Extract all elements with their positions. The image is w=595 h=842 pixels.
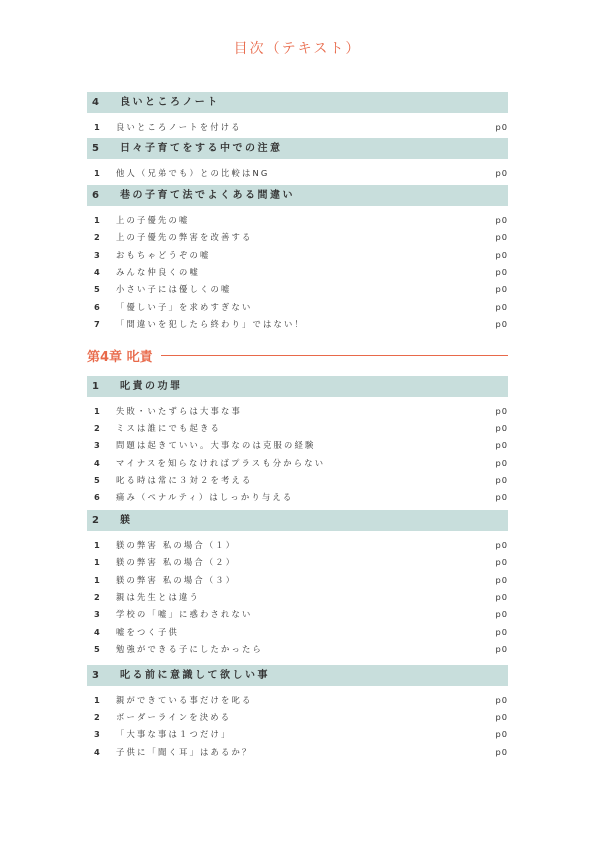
section-header (87, 510, 508, 531)
section-title: 叱る前に意識して欲しい事 (120, 669, 270, 681)
entry-number: 1 (94, 122, 100, 132)
section-header (87, 665, 508, 686)
toc-entry[interactable] (87, 744, 508, 761)
entry-page: p0 (495, 592, 508, 603)
section-number: 1 (92, 380, 102, 392)
section-header (87, 138, 508, 159)
toc-entry[interactable] (87, 537, 508, 554)
toc-entry[interactable] (87, 212, 508, 229)
entry-page: p0 (495, 492, 508, 503)
chapter-rule (161, 355, 508, 356)
toc-entry[interactable] (87, 437, 508, 454)
entry-page: p0 (495, 232, 508, 243)
entry-title: マイナスを知らなければプラスも分からない (116, 457, 326, 468)
entry-number: 5 (94, 475, 100, 486)
toc-entry[interactable] (87, 281, 508, 298)
entry-page: p0 (495, 440, 508, 451)
entry-page: p0 (495, 539, 508, 550)
toc-section (87, 138, 508, 182)
entry-title: 叱る時は常に３対２を考える (116, 475, 253, 486)
toc-entry[interactable] (87, 589, 508, 606)
entry-title: 「大事な事は１つだけ」 (116, 729, 232, 740)
entry-number: 3 (94, 249, 100, 260)
toc-section (87, 376, 508, 507)
entry-page: p0 (495, 214, 508, 225)
entry-title: 良いところノートを付ける (116, 122, 242, 132)
toc-section (87, 510, 508, 659)
entry-title: ミスは誰にでも起きる (116, 422, 221, 433)
entry-title: 「間違いを犯したら終わり」ではない！ (116, 319, 305, 330)
toc-entry[interactable] (87, 572, 508, 589)
entry-number: 1 (94, 405, 100, 416)
toc-entry[interactable] (87, 709, 508, 726)
toc-entry[interactable] (87, 420, 508, 437)
entry-number: 3 (94, 729, 100, 740)
chapter-title: 第4章 叱責 (87, 350, 153, 366)
entry-title: ボーダーラインを決める (116, 711, 232, 722)
section-items (87, 537, 508, 659)
toc-entry[interactable] (87, 606, 508, 623)
toc-entry[interactable] (87, 472, 508, 489)
entry-number: 7 (94, 319, 100, 330)
entry-number: 2 (94, 711, 100, 722)
toc-entry[interactable] (87, 316, 508, 333)
entry-page: p0 (495, 557, 508, 568)
entry-title: おもちゃどうぞの嘘 (116, 249, 211, 260)
toc (87, 92, 508, 761)
toc-entry[interactable] (87, 299, 508, 316)
entry-page: p0 (495, 122, 508, 132)
entry-number: 1 (94, 214, 100, 225)
entry-page: p0 (495, 626, 508, 637)
toc-entry[interactable] (87, 264, 508, 281)
entry-page: p0 (495, 284, 508, 295)
entry-title: 上の子優先の弊害を改善する (116, 232, 253, 243)
entry-title: 「優しい子」を求めすぎない (116, 301, 253, 312)
entry-page: p0 (495, 475, 508, 486)
entry-page: p0 (495, 574, 508, 585)
entry-number: 5 (94, 284, 100, 295)
section-items (87, 212, 508, 334)
entry-title: 躾の弊害 私の場合（２） (116, 557, 237, 568)
entry-page: p0 (495, 301, 508, 312)
entry-title: 痛み（ペナルティ）はしっかり与える (116, 492, 294, 503)
entry-title: 失敗・いたずらは大事な事 (116, 405, 242, 416)
entry-number: 4 (94, 626, 100, 637)
section-title: 巷の子育て法でよくある間違い (120, 189, 295, 201)
entry-title: 上の子優先の嘘 (116, 214, 190, 225)
section-items (87, 692, 508, 762)
entry-number: 1 (94, 557, 100, 568)
entry-number: 2 (94, 592, 100, 603)
toc-entry[interactable] (87, 692, 508, 709)
entry-title: みんな仲良くの嘘 (116, 266, 200, 277)
entry-number: 4 (94, 457, 100, 468)
entry-page: p0 (495, 266, 508, 277)
entry-title: 躾の弊害 私の場合（３） (116, 574, 237, 585)
section-number: 4 (92, 97, 102, 108)
toc-entry[interactable] (87, 229, 508, 246)
toc-part-chapter-4 (87, 376, 508, 762)
toc-entry[interactable] (87, 624, 508, 641)
section-title: 躾 (120, 514, 133, 526)
entry-title: 問題は起きていい。大事なのは克服の経験 (116, 440, 316, 451)
toc-part-chapter-3 (87, 92, 508, 334)
entry-title: 嘘をつく子供 (116, 626, 179, 637)
toc-entry[interactable] (87, 455, 508, 472)
toc-entry[interactable] (87, 489, 508, 506)
entry-title: 親ができている事だけを叱る (116, 694, 253, 705)
section-number: 5 (92, 143, 102, 155)
entry-number: 4 (94, 746, 100, 757)
entry-page: p0 (495, 457, 508, 468)
entry-title: 躾の弊害 私の場合（１） (116, 539, 237, 550)
toc-entry[interactable] (87, 554, 508, 571)
toc-section (87, 185, 508, 334)
entry-number: 5 (94, 644, 100, 655)
entry-page: p0 (495, 249, 508, 260)
toc-entry[interactable] (87, 641, 508, 658)
entry-page: p0 (495, 729, 508, 740)
section-title: 日々子育てをする中での注意 (120, 143, 283, 155)
entry-number: 2 (94, 232, 100, 243)
section-items (87, 119, 508, 136)
toc-section (87, 665, 508, 762)
entry-number: 1 (94, 168, 100, 179)
entry-title: 学校の「嘘」に惑わされない (116, 609, 253, 620)
entry-page: p0 (495, 746, 508, 757)
entry-page: p0 (495, 319, 508, 330)
section-number: 2 (92, 514, 102, 526)
entry-page: p0 (495, 168, 508, 179)
entry-number: 3 (94, 440, 100, 451)
entry-title: 親は先生とは違う (116, 592, 200, 603)
entry-number: 3 (94, 609, 100, 620)
toc-entry[interactable] (87, 165, 508, 182)
section-header (87, 376, 508, 397)
section-title: 叱責の功罪 (120, 380, 183, 392)
entry-title: 小さい子には優しくの嘘 (116, 284, 232, 295)
entry-page: p0 (495, 609, 508, 620)
entry-title: 子供に「聞く耳」はあるか？ (116, 746, 253, 757)
section-header (87, 185, 508, 206)
section-header (87, 92, 508, 113)
toc-entry[interactable] (87, 726, 508, 743)
chapter-heading (87, 344, 508, 368)
section-number: 3 (92, 669, 102, 681)
section-items (87, 403, 508, 507)
entry-page: p0 (495, 422, 508, 433)
toc-entry[interactable] (87, 247, 508, 264)
entry-number: 1 (94, 694, 100, 705)
entry-number: 6 (94, 492, 100, 503)
entry-page: p0 (495, 711, 508, 722)
entry-page: p0 (495, 644, 508, 655)
section-number: 6 (92, 189, 102, 201)
toc-entry[interactable] (87, 403, 508, 420)
entry-number: 1 (94, 539, 100, 550)
toc-entry[interactable] (87, 119, 508, 136)
entry-number: 4 (94, 266, 100, 277)
entry-number: 6 (94, 301, 100, 312)
section-title: 良いところノート (120, 97, 220, 108)
section-items (87, 165, 508, 182)
entry-page: p0 (495, 694, 508, 705)
entry-number: 1 (94, 574, 100, 585)
entry-title: 勉強ができる子にしたかったら (116, 644, 263, 655)
entry-page: p0 (495, 405, 508, 416)
toc-section (87, 92, 508, 136)
entry-title: 他人（兄弟でも）との比較はNG (116, 168, 270, 179)
entry-number: 2 (94, 422, 100, 433)
page-title: 目次（テキスト） (233, 41, 362, 57)
